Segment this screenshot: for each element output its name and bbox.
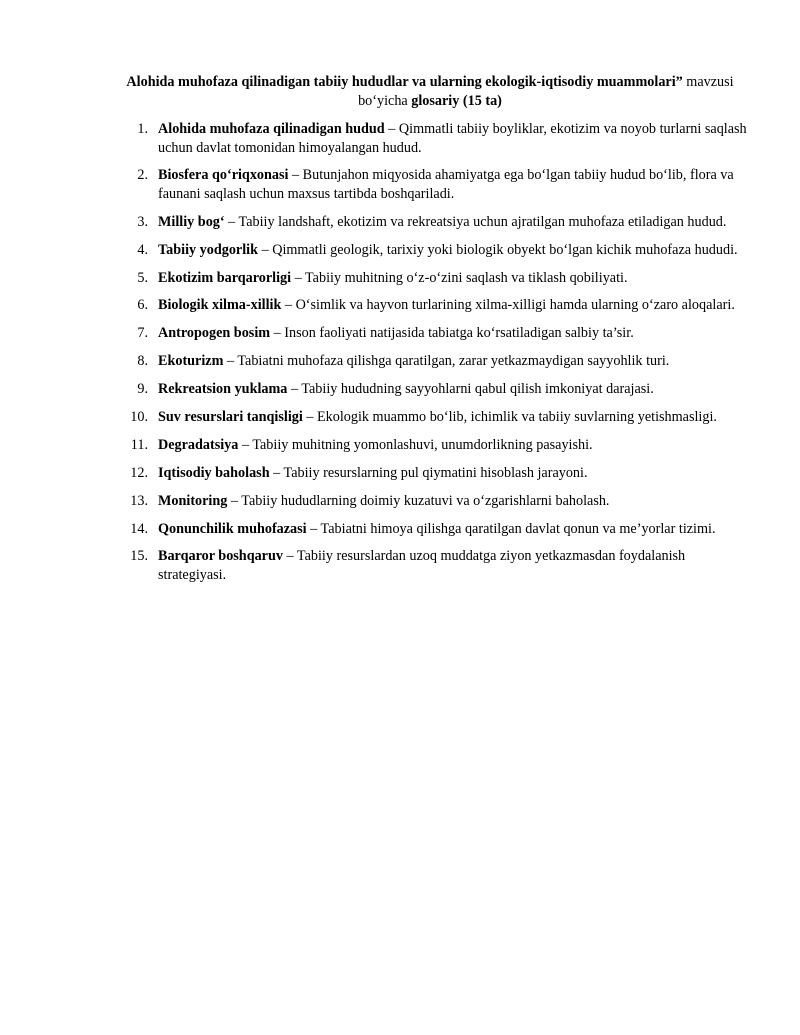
glossary-item xyxy=(0,380,800,399)
glossary-definition: – Ekologik muammo bo‘lib, ichimlik va tabiiy suvlarning yetishmasligi. xyxy=(302,409,717,426)
glossary-definition: – Tabiiy resurslardan uzoq muddatga ziyon yetkazmasdan foydalanish strategiyasi. xyxy=(158,548,686,583)
glossary-item xyxy=(0,464,800,483)
item-number: 11. xyxy=(130,436,148,453)
glossary-item xyxy=(0,213,800,232)
glossary-definition: – Qimmatli tabiiy boyliklar, ekotizim va noyob turlarni saqlash uchun davlat tomonidan himoyalangan hudud. xyxy=(158,121,747,156)
glossary-term: Rekreatsion yuklama xyxy=(158,381,288,398)
glossary-term: Alohida muhofaza qilinadigan hudud xyxy=(158,121,385,137)
glossary-term: Milliy bog‘ xyxy=(158,213,225,230)
glossary-item xyxy=(0,436,800,455)
document-title xyxy=(100,73,760,111)
glossary-definition: – Tabiiy resurslarning pul qiymatini hisoblash jarayoni. xyxy=(269,464,588,481)
glossary-definition: – Tabiatni himoya qilishga qaratilgan davlat qonun va me’yorlar tizimi. xyxy=(306,520,716,537)
glossary-term: Ekoturizm xyxy=(158,353,224,370)
glossary-item xyxy=(0,166,800,203)
glossary-item xyxy=(0,324,800,343)
item-number: 7. xyxy=(137,325,148,342)
item-number: 2. xyxy=(137,167,148,184)
glossary-definition: – Tabiiy hududlarning doimiy kuzatuvi va o‘zgarishlarni baholash. xyxy=(227,492,610,509)
item-number: 12. xyxy=(130,464,148,481)
glossary-list xyxy=(0,120,800,594)
glossary-definition: – Tabiatni muhofaza qilishga qaratilgan, zarar yetkazmaydigan sayyohlik turi. xyxy=(223,353,670,370)
glossary-item xyxy=(0,492,800,511)
item-number: 6. xyxy=(137,297,148,314)
glossary-item xyxy=(0,352,800,371)
glossary-item xyxy=(0,120,800,157)
glossary-item xyxy=(0,520,800,539)
item-number: 9. xyxy=(137,381,148,398)
glossary-definition: – Tabiiy muhitning o‘z-o‘zini saqlash va tiklash qobiliyati. xyxy=(291,269,628,286)
glossary-definition: – Tabiiy muhitning yomonlashuvi, unumdorlikning pasayishi. xyxy=(238,436,593,453)
glossary-item xyxy=(0,547,800,584)
glossary-term: Qonunchilik muhofazasi xyxy=(158,520,307,537)
title-connector: mavzusi bo‘yicha xyxy=(358,74,734,109)
glossary-term: Monitoring xyxy=(158,492,228,509)
glossary-item xyxy=(0,241,800,260)
glossary-term: Antropogen bosim xyxy=(158,325,271,342)
glossary-definition: – Inson faoliyati natijasida tabiatga ko‘rsatiladigan salbiy ta’sir. xyxy=(270,325,634,342)
glossary-definition: – Tabiiy hududning sayyohlarni qabul qilish imkoniyat darajasi. xyxy=(287,381,654,398)
item-number: 14. xyxy=(130,520,148,537)
item-number: 13. xyxy=(130,492,148,509)
glossary-item xyxy=(0,408,800,427)
item-number: 1. xyxy=(137,121,148,137)
glossary-definition: – O‘simlik va hayvon turlarining xilma-xilligi hamda ularning o‘zaro aloqalari. xyxy=(281,297,735,314)
glossary-definition: – Qimmatli geologik, tarixiy yoki biologik obyekt bo‘lgan kichik muhofaza hududi. xyxy=(258,241,738,258)
glossary-term: Ekotizim barqarorligi xyxy=(158,269,292,286)
item-number: 10. xyxy=(130,409,148,426)
title-glossary-label: glosariy (15 ta) xyxy=(411,93,502,109)
item-number: 8. xyxy=(137,353,148,370)
item-number: 15. xyxy=(130,548,148,565)
glossary-term: Biosfera qo‘riqxonasi xyxy=(158,167,289,184)
glossary-term: Barqaror boshqaruv xyxy=(158,548,283,565)
item-number: 5. xyxy=(137,269,148,286)
glossary-term: Suv resurslari tanqisligi xyxy=(158,409,303,426)
glossary-item xyxy=(0,296,800,315)
item-number: 4. xyxy=(137,241,148,258)
glossary-definition: – Butunjahon miqyosida ahamiyatga ega bo‘lgan tabiiy hudud bo‘lib, flora va faunani saqlash uchun maxsus tartibda boshqariladi. xyxy=(158,167,734,202)
glossary-term: Degradatsiya xyxy=(158,436,239,453)
item-number: 3. xyxy=(137,213,148,230)
title-topic: Alohida muhofaza qilinadigan tabiiy hududlar va ularning ekologik-iqtisodiy muammolari” xyxy=(126,74,683,90)
glossary-definition: – Tabiiy landshaft, ekotizim va rekreatsiya uchun ajratilgan muhofaza etiladigan hudud. xyxy=(224,213,727,230)
glossary-term: Biologik xilma-xillik xyxy=(158,297,282,314)
glossary-term: Tabiiy yodgorlik xyxy=(158,241,259,258)
glossary-item xyxy=(0,269,800,288)
glossary-term: Iqtisodiy baholash xyxy=(158,464,270,481)
